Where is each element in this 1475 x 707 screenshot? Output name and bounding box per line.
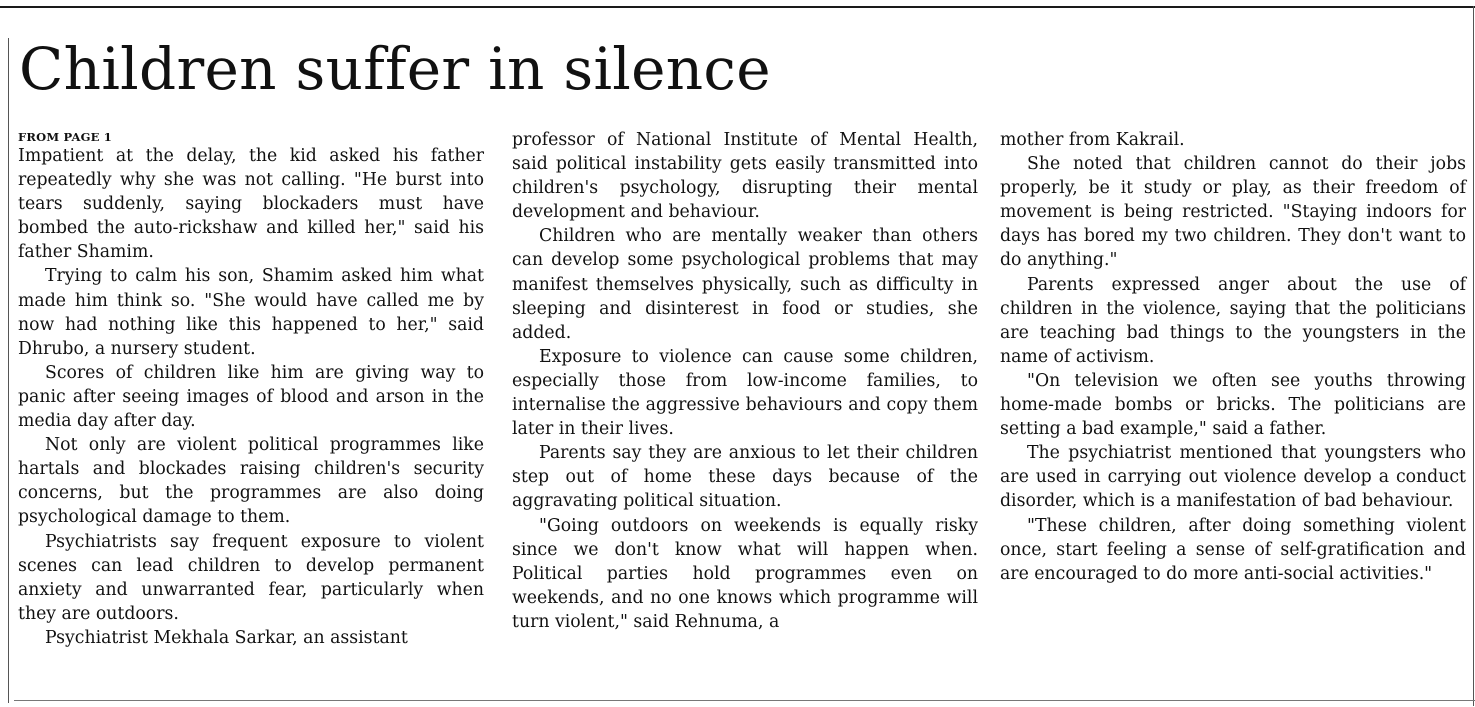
- paragraph: Exposure to violence can cause some children, especially those from low-income families, to internalise the aggressive behaviours and copy them later in their lives.: [512, 346, 978, 440]
- paragraph: mother from Kakrail.: [1000, 130, 1185, 150]
- paragraph: Parents expressed anger about the use of children in the violence, saying that the politicians are teaching bad things to the youngsters in the name of activism.: [1000, 274, 1466, 367]
- paragraph: The psychiatrist mentioned that youngsters who are used in carrying out violence develop a conduct disorder, which is a manifestation of bad behaviour.: [1000, 443, 1466, 512]
- paragraph: Parents say they are anxious to let their children step out of home these days because of the aggravating political situation.: [512, 443, 978, 512]
- bottom-rule: [14, 700, 1475, 701]
- paragraph: Children who are mentally weaker than others can develop some psychological problems that may manifest themselves physically, such as difficulty in sleeping and disinterest in food or studies, she added.: [512, 226, 978, 343]
- right-column-rule: [1473, 6, 1474, 706]
- paragraph: "Going outdoors on weekends is equally risky since we don't know what will happen when. Political parties hold programmes even on weekends, and no one knows which programme will turn violent," said Rehnuma, a: [512, 515, 978, 632]
- headline: Children suffer in silence: [19, 35, 771, 103]
- article-column-2: [512, 128, 978, 634]
- paragraph: Psychiatrist Mekhala Sarkar, an assistant: [45, 627, 408, 648]
- article-column-1: [18, 128, 484, 650]
- left-column-rule: [8, 38, 9, 703]
- paragraph: Scores of children like him are giving way to panic after seeing images of blood and arson in the media day after day.: [18, 362, 484, 432]
- paragraph: Impatient at the delay, the kid asked his father repeatedly why she was not calling. "He burst into tears suddenly, saying blockaders must have bombed the auto-rickshaw and killed her," said his father Shamim.: [18, 146, 484, 263]
- paragraph: Trying to calm his son, Shamim asked him what made him think so. "She would have called me by now had nothing like this happened to her," said Dhrubo, a nursery student.: [18, 266, 484, 359]
- paragraph: professor of National Institute of Mental Health, said political instability gets easily transmitted into children's psychology, disrupting their mental development and behaviour.: [512, 130, 978, 223]
- paragraph: Psychiatrists say frequent exposure to violent scenes can lead children to develop permanent anxiety and unwarranted fear, particularly when they are outdoors.: [18, 531, 484, 624]
- article-column-3: [1000, 128, 1466, 586]
- paragraph: "These children, after doing something violent once, start feeling a sense of self-gratification and are encouraged to do more anti-social activities.": [1000, 515, 1466, 584]
- paragraph: "On television we often see youths throwing home-made bombs or bricks. The politicians are setting a bad example," said a father.: [1000, 370, 1466, 440]
- paragraph: Not only are violent political programmes like hartals and blockades raising children's security concerns, but the programmes are also doing psychological damage to them.: [18, 435, 484, 528]
- paragraph: She noted that children cannot do their jobs properly, be it study or play, as their freedom of movement is being restricted. "Staying indoors for days has bored my two children. They don't want to do anything.": [1000, 154, 1466, 271]
- top-rule: [0, 6, 1475, 8]
- dateline: FROM PAGE 1: [18, 130, 112, 144]
